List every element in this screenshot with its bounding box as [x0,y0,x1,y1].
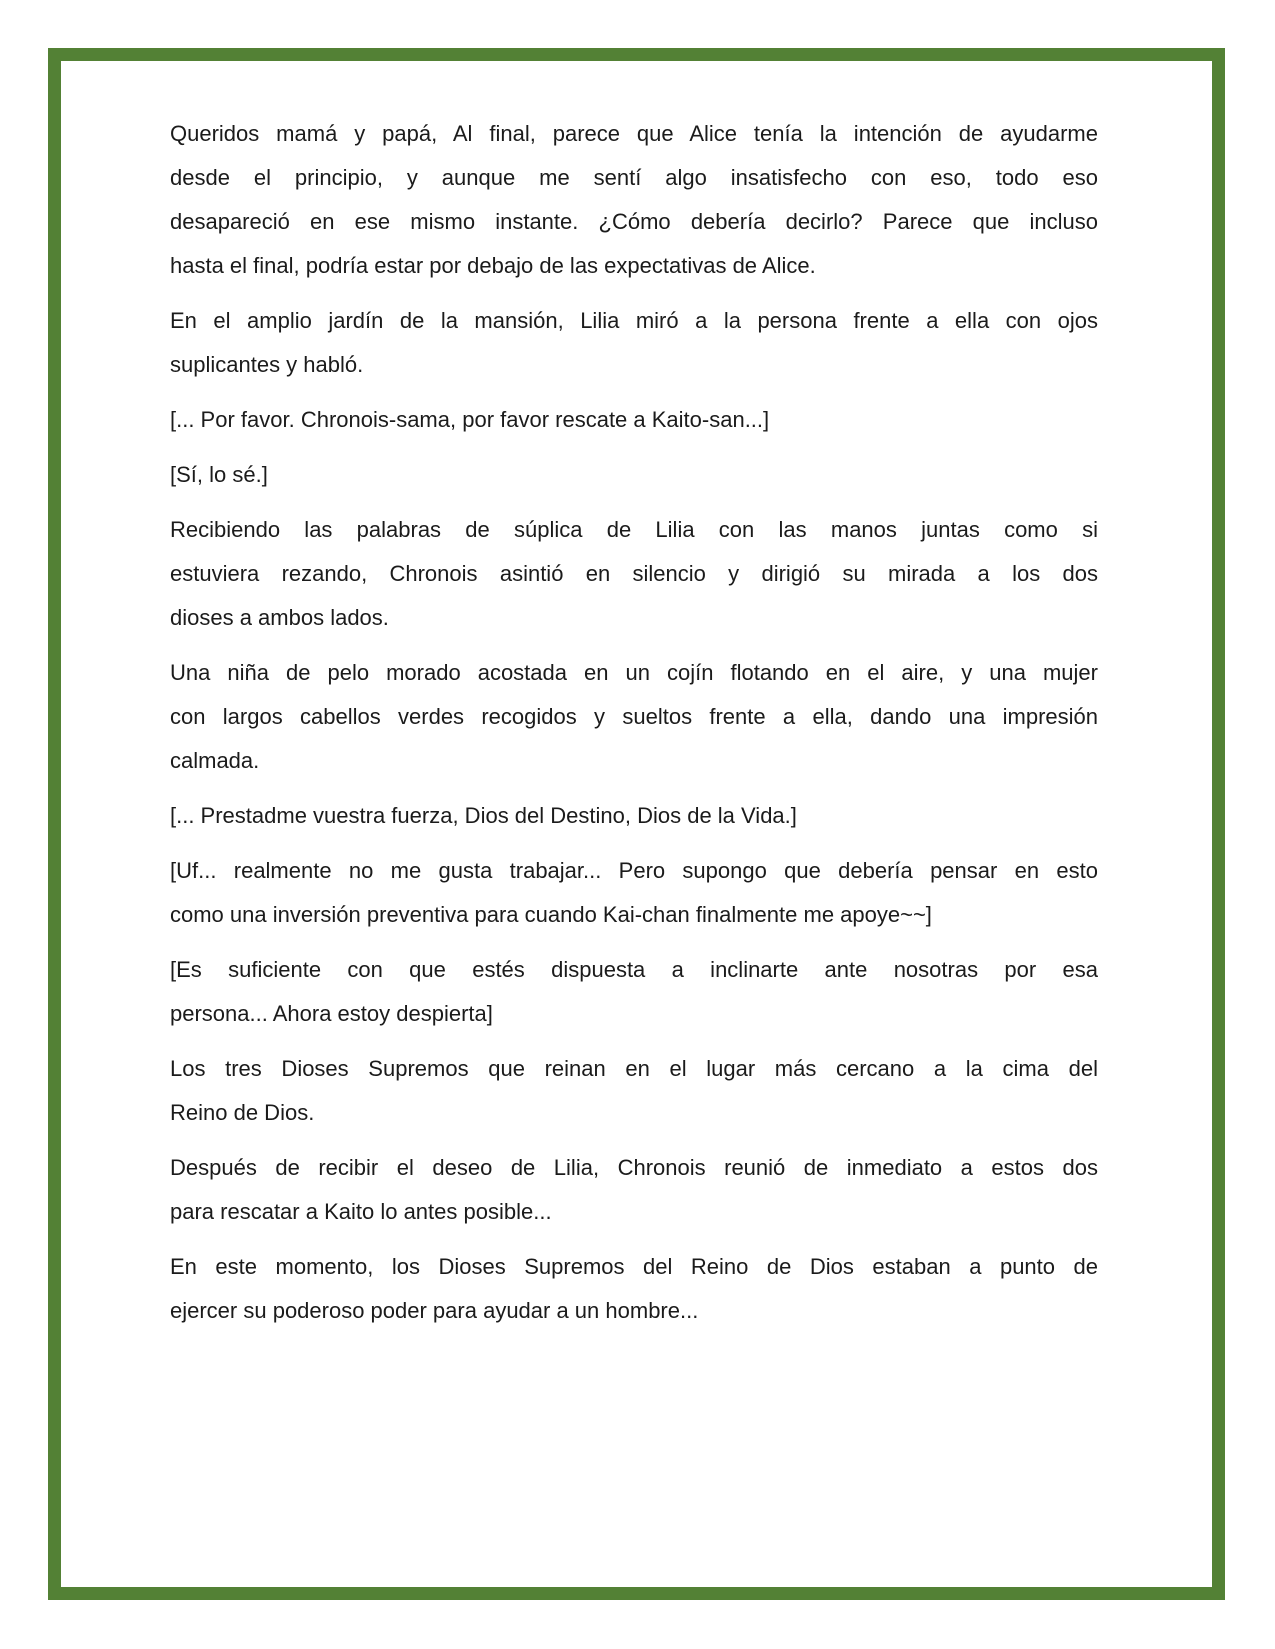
text-line: Reino de Dios. [170,1100,315,1125]
text-line: Queridos mamá y papá, Al final, parece que Alice tenía la intención de ayudarme [170,121,1098,146]
paragraph [170,948,1098,1036]
text-line: [Uf... realmente no me gusta trabajar... Pero supongo que debería pensar en esto [170,858,1098,883]
document-text [170,112,1098,1344]
text-line: En este momento, los Dioses Supremos del Reino de Dios estaban a punto de [170,1254,1098,1279]
text-line: calmada. [170,748,260,773]
text-line: desapareció en ese mismo instante. ¿Cómo debería decirlo? Parece que incluso [170,209,1098,234]
text-line: En el amplio jardín de la mansión, Lilia miró a la persona frente a ella con ojos [170,308,1098,333]
text-line: dioses a ambos lados. [170,605,389,630]
text-line: estuviera rezando, Chronois asintió en silencio y dirigió su mirada a los dos [170,561,1098,586]
text-line: [Es suficiente con que estés dispuesta a inclinarte ante nosotras por esa [170,957,1098,982]
paragraph [170,794,1098,838]
paragraph [170,849,1098,937]
paragraph [170,1146,1098,1234]
text-line: [... Por favor. Chronois-sama, por favor rescate a Kaito-san...] [170,407,770,432]
text-line: con largos cabellos verdes recogidos y sueltos frente a ella, dando una impresión [170,704,1098,729]
paragraph [170,1245,1098,1333]
text-line: [Sí, lo sé.] [170,462,268,487]
text-line: desde el principio, y aunque me sentí algo insatisfecho con eso, todo eso [170,165,1098,190]
paragraph [170,508,1098,640]
paragraph [170,453,1098,497]
text-line: [... Prestadme vuestra fuerza, Dios del Destino, Dios de la Vida.] [170,803,797,828]
text-line: ejercer su poderoso poder para ayudar a un hombre... [170,1298,699,1323]
paragraph [170,1047,1098,1135]
text-line: Recibiendo las palabras de súplica de Lilia con las manos juntas como si [170,517,1098,542]
paragraph [170,651,1098,783]
text-line: para rescatar a Kaito lo antes posible... [170,1199,552,1224]
text-line: Una niña de pelo morado acostada en un cojín flotando en el aire, y una mujer [170,660,1098,685]
text-line: persona... Ahora estoy despierta] [170,1001,493,1026]
paragraph [170,299,1098,387]
text-line: hasta el final, podría estar por debajo de las expectativas de Alice. [170,253,816,278]
text-line: suplicantes y habló. [170,352,364,377]
paragraph [170,112,1098,288]
text-line: Después de recibir el deseo de Lilia, Chronois reunió de inmediato a estos dos [170,1155,1098,1180]
paragraph [170,398,1098,442]
text-line: como una inversión preventiva para cuando Kai-chan finalmente me apoye~~] [170,902,932,927]
text-line: Los tres Dioses Supremos que reinan en el lugar más cercano a la cima del [170,1056,1098,1081]
